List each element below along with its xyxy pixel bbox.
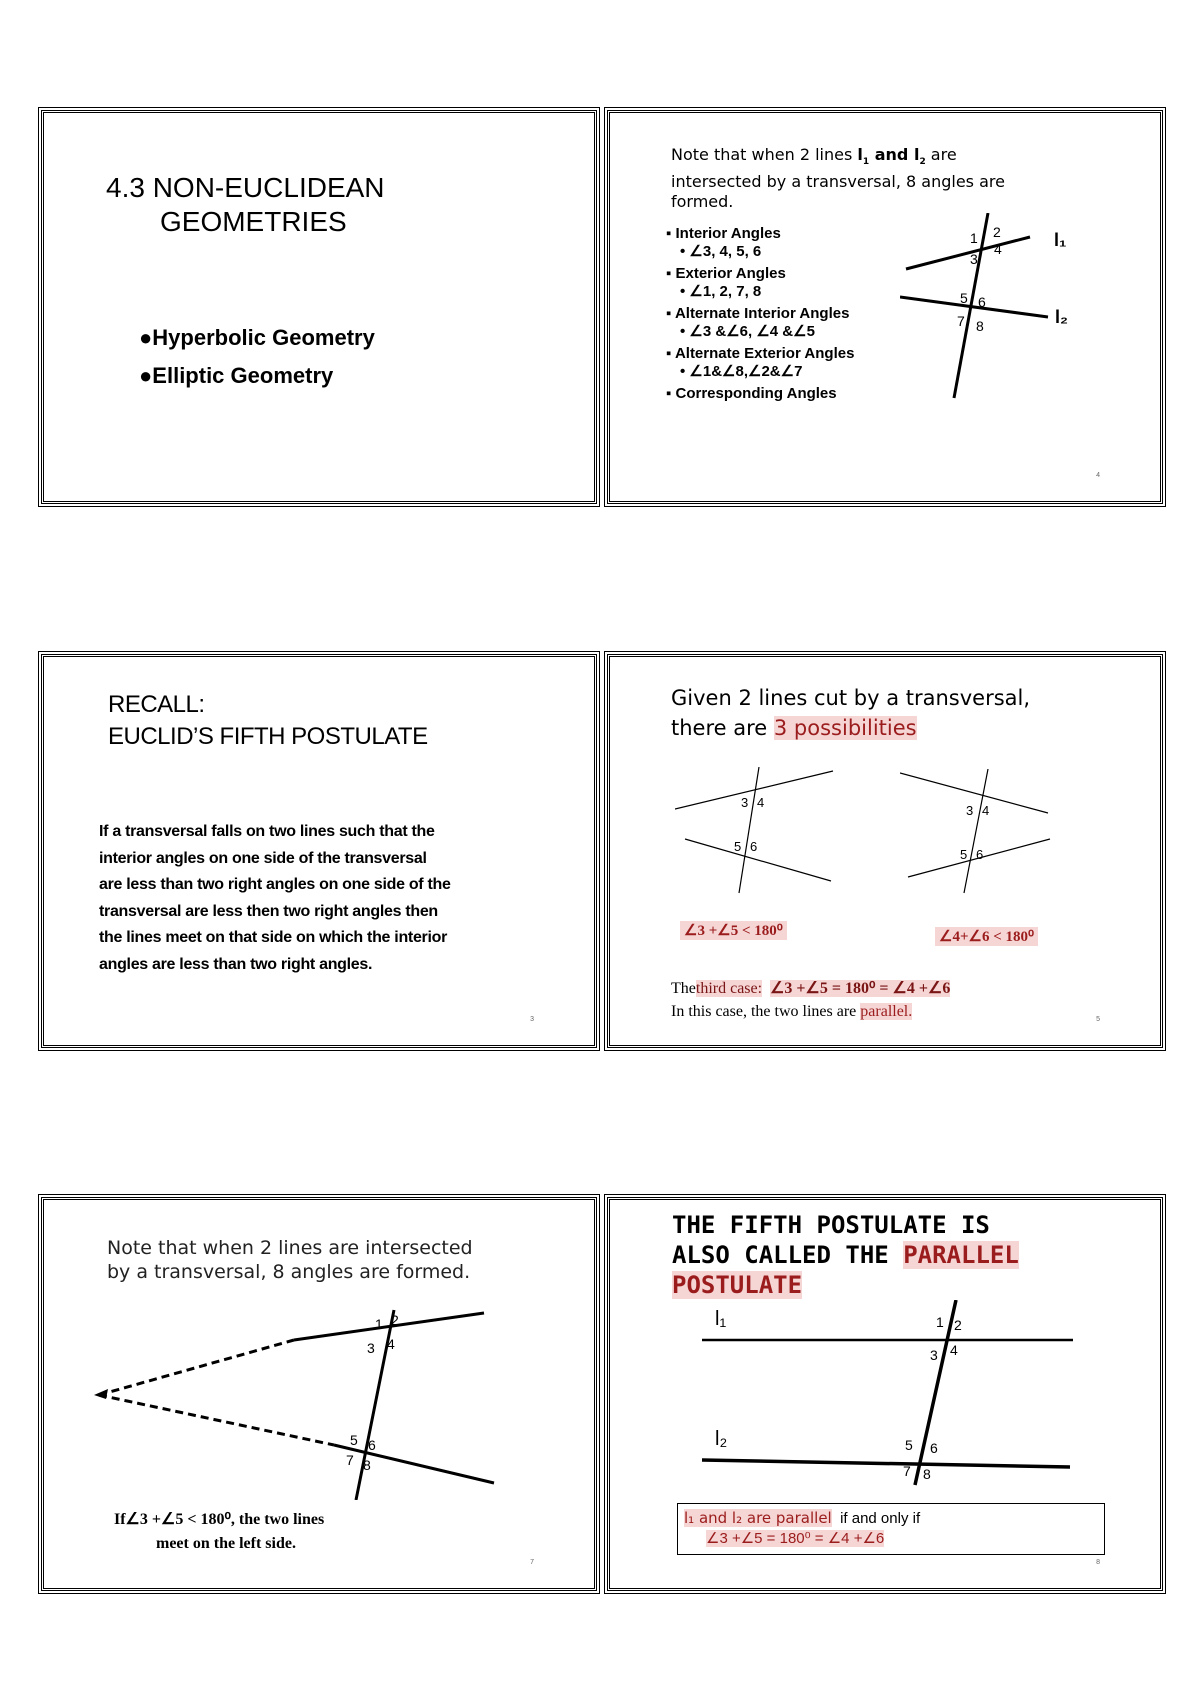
list-item: ▪ Alternate Exterior Angles • ∠1&∠8,∠2&∠7 bbox=[666, 345, 855, 380]
slide-1-title: 4.3 NON-EUCLIDEAN GEOMETRIES bbox=[106, 172, 385, 237]
angle-label: 5 bbox=[350, 1432, 358, 1448]
angle-label: 5 bbox=[905, 1437, 913, 1453]
diagram-case-left bbox=[675, 767, 845, 897]
slide-1 bbox=[41, 110, 597, 504]
parallel-lines-diagram bbox=[690, 1300, 1090, 1490]
angle-label: 2 bbox=[954, 1317, 962, 1333]
bullet-elliptic: ●Elliptic Geometry bbox=[139, 363, 334, 388]
angle-label: 3 bbox=[930, 1347, 938, 1363]
slide-4-heading: Given 2 lines cut by a transversal, there are 3 possibilities bbox=[671, 686, 1031, 740]
slide-6-title: THE FIFTH POSTULATE IS ALSO CALLED THE PARALLEL POSTULATE bbox=[672, 1211, 1019, 1299]
parallel-condition-box: l₁ and l₂ are parallel if and only if ∠3 +∠5 = 180⁰ = ∠4 +∠6 bbox=[677, 1503, 1105, 1555]
angle-label: 6 bbox=[368, 1437, 376, 1453]
transversal-diagram bbox=[900, 213, 1100, 433]
angle-label: 5 bbox=[960, 290, 968, 306]
bullet-dot-icon: ● bbox=[139, 325, 153, 350]
slide-2-intro: Note that when 2 lines $l_1$ and $l_2$ are intersected by a transversal, 8 angles are formed. bbox=[671, 145, 1005, 212]
line-label-l2: l₂ bbox=[715, 1428, 728, 1450]
angle-label: 7 bbox=[346, 1452, 354, 1468]
slide-2 bbox=[607, 110, 1163, 504]
angle-label: 2 bbox=[391, 1312, 399, 1328]
page-number: 7 bbox=[530, 1559, 534, 1566]
angle-label: 1 bbox=[375, 1316, 383, 1332]
line-l1 bbox=[906, 237, 1030, 269]
angle-label: 6 bbox=[978, 294, 986, 310]
line-label-l2: l₂ bbox=[1055, 307, 1068, 327]
angle-label: 4 bbox=[994, 241, 1002, 257]
slide-5-heading: Note that when 2 lines are intersected by a transversal, 8 angles are formed. bbox=[107, 1237, 473, 1283]
angle-label: 7 bbox=[903, 1463, 911, 1479]
page-number: 8 bbox=[1096, 1559, 1100, 1566]
converging-lines-diagram bbox=[44, 1300, 544, 1500]
bullet-hyperbolic: ●Hyperbolic Geometry bbox=[139, 325, 375, 350]
list-item: ▪ Exterior Angles • ∠1, 2, 7, 8 bbox=[666, 265, 786, 300]
angle-label: 2 bbox=[993, 224, 1001, 240]
line-label-l1: l₁ bbox=[1054, 230, 1067, 250]
slide-1-bullets bbox=[139, 319, 375, 395]
third-case-text: Thethird case: ∠3 +∠5 = 180⁰ = ∠4 +∠6 In this case, the two lines are parallel. bbox=[671, 980, 951, 1020]
list-item: ▪ Interior Angles • ∠3, 4, 5, 6 bbox=[666, 225, 781, 260]
angle-label: 4 bbox=[950, 1342, 958, 1358]
arrow-left-icon bbox=[94, 1389, 108, 1399]
line-l2 bbox=[702, 1460, 1070, 1467]
page-number: 5 bbox=[1096, 1016, 1100, 1023]
angle-label: 3 bbox=[741, 795, 749, 810]
angle-label: 6 bbox=[976, 847, 984, 862]
equation-right: ∠4+∠6 < 180⁰ bbox=[935, 927, 1038, 946]
page-number: 4 bbox=[1096, 472, 1100, 479]
angle-label: 5 bbox=[960, 847, 968, 862]
line-label-l1: l₁ bbox=[715, 1308, 727, 1330]
slide-4 bbox=[607, 654, 1163, 1048]
diagram-case-right bbox=[900, 769, 1055, 899]
angle-label: 3 bbox=[970, 251, 978, 267]
list-item: ▪ Corresponding Angles bbox=[666, 385, 837, 402]
postulate-text: If a transversal falls on two lines such that the interior angles on one side of the transversal are less than two right angles on one side of the transversal are less then two right angles then the lines meet on that side on which the interior angles are less than two right angles. bbox=[99, 823, 451, 973]
angle-label: 1 bbox=[970, 230, 978, 246]
slide-6 bbox=[607, 1197, 1163, 1591]
dashed-extension-top bbox=[99, 1340, 294, 1395]
line-bottom bbox=[334, 1445, 494, 1483]
angle-label: 1 bbox=[936, 1314, 944, 1330]
line-l2 bbox=[900, 297, 1048, 317]
angle-label: 4 bbox=[757, 795, 765, 810]
angle-label: 8 bbox=[923, 1466, 931, 1482]
angle-label: 4 bbox=[982, 803, 990, 818]
angle-label: 6 bbox=[750, 839, 758, 854]
angle-label: 7 bbox=[957, 313, 965, 329]
angle-label: 3 bbox=[367, 1340, 375, 1356]
page-number: 3 bbox=[530, 1016, 534, 1023]
slide-5 bbox=[41, 1197, 597, 1591]
list-item: ▪ Alternate Interior Angles • ∠3 &∠6, ∠4 &∠5 bbox=[666, 305, 850, 340]
angle-label: 8 bbox=[976, 318, 984, 334]
bullet-dot-icon: ● bbox=[139, 363, 153, 388]
angle-label: 6 bbox=[930, 1440, 938, 1456]
dashed-extension-bottom bbox=[99, 1395, 334, 1445]
angle-label: 3 bbox=[966, 803, 974, 818]
angle-label: 8 bbox=[363, 1457, 371, 1473]
angle-types-list bbox=[666, 225, 854, 403]
slide-3 bbox=[41, 654, 597, 1048]
equation-left: ∠3 +∠5 < 180⁰ bbox=[680, 921, 787, 940]
angle-label: 4 bbox=[387, 1336, 395, 1352]
slide-3-title: RECALL: EUCLID’S FIFTH POSTULATE bbox=[108, 691, 428, 750]
convergence-caption: If∠3 +∠5 < 180⁰, the two lines meet on the left side. bbox=[114, 1511, 325, 1552]
angle-label: 5 bbox=[734, 839, 742, 854]
